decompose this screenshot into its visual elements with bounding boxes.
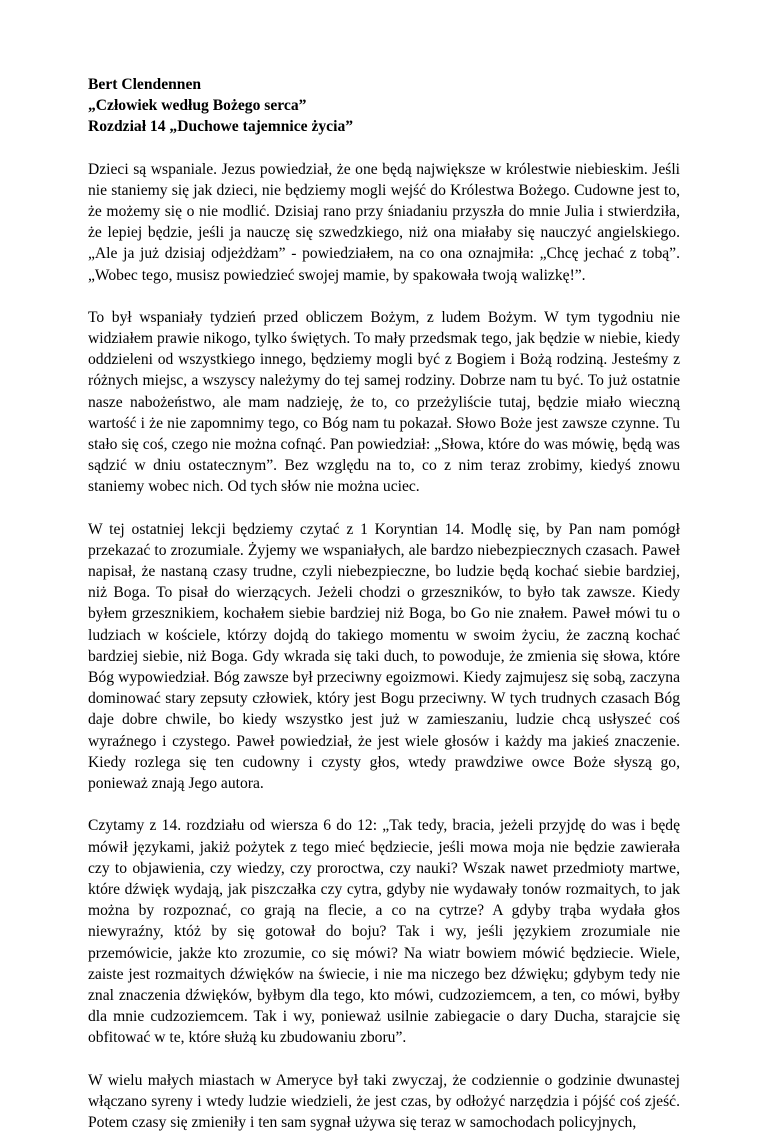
paragraph-2: To był wspaniały tydzień przed obliczem Bożym, z ludem Bożym. W tym tygodniu nie widziałem prawie nikogo, tylko świętych. To mały przedsmak tego, jak będzie w niebie, kiedy oddzieleni od wszystkiego innego, będziemy mogli być z Bogiem i Bożą rodziną. Jesteśmy z różnych miejsc, a wszyscy należymy do tej samej rodziny. Dobrze nam tu być. To już ostatnie nasze nabożeństwo, ale mam nadzieję, że to, co przeżyliście tutaj, będzie miało wieczną wartość i że nie zapomnimy tego, co Bóg nam tu pokazał. Słowo Boże jest zawsze czynne. Tu stało się coś, czego nie można cofnąć. Pan powiedział: „Słowa, które do was mówię, będą was sądzić w dniu ostatecznym”. Bez względu na to, co z nim teraz zrobimy, kiedyś znowu staniemy wobec nich. Od tych słów nie można uciec. [88,308,680,496]
chapter-title: Rozdział 14 „Duchowe tajemnice życia” [88,118,354,136]
paragraph-1: Dzieci są wspaniale. Jezus powiedział, że one będą największe w królestwie niebieskim. Jeśli nie staniemy się jak dzieci, nie będziemy mogli wejść do Królestwa Bożego. Cudowne jest to, że możemy się o nie modlić. Dzisiaj rano przy śniadaniu przyszła do mnie Julia i stwierdziła, że lepiej będzie, jeśli ja nauczę się szwedzkiego, niż ona miałaby się nauczyć angielskiego. „Ale ja już dzisiaj odjeżdżam” - powiedziałem, na co ona oznajmiła: „Chcę jechać z tobą”. „Wobec tego, musisz powiedzieć swojej mamie, by spakowała twoją walizkę!”. [88,160,680,284]
author-name: Bert Clendennen [88,76,202,93]
paragraph-5: W wielu małych miastach w Ameryce był taki zwyczaj, że codziennie o godzinie dwunastej włączano syreny i wtedy ludzie wiedzieli, że jest czas, by odłożyć narzędzia i pójść coś zjeść. Potem czasy się zmieniły i ten sam sygnał używa się teraz w samochodach policyjnych, [88,1071,680,1131]
paragraph-3: W tej ostatniej lekcji będziemy czytać z 1 Koryntian 14. Modlę się, by Pan nam pomógł przekazać to zrozumiale. Żyjemy we wspaniałych, ale bardzo niebezpiecznych czasach. Paweł napisał, że nastaną czasy trudne, czyli niebezpieczne, bo ludzie będą kochać siebie bardziej, niż Boga. To pisał do wierzących. Jeżeli chodzi o grzeszników, to było tak zawsze. Kiedy byłem grzesznikiem, kochałem siebie bardziej niż Boga, bo Go nie znałem. Paweł mówi tu o ludziach w kościele, którzy dojdą do takiego momentu w swoim życiu, że zaczną kochać bardziej siebie, niż Boga. Gdy wkrada się taki duch, to powoduje, że zmienia się słowa, które Bóg wypowiedział. Bóg zawsze był przeciwny egoizmowi. Kiedy zajmujesz się sobą, zaczyna dominować stary zepsuty człowiek, który jest Bogu przeciwny. W tych trudnych czasach Bóg daje dobre chwile, bo kiedy wszystko jest już w zamieszaniu, ludzie chcą usłyszeć coś wyraźnego i czystego. Paweł powiedział, że jest wiele głosów i każdy ma jakieś znaczenie. Kiedy rozlega się ten cudowny i czysty głos, wtedy prawdziwe owce Boże słyszą go, ponieważ znają Jego autora. [88,520,680,793]
paragraph-4: Czytamy z 14. rozdziału od wiersza 6 do 12: „Tak tedy, bracia, jeżeli przyjdę do was i będę mówił językami, jakiż pożytek z tego mieć będziecie, jeśli mowa moja nie będzie zawierała czy to objawienia, czy wiedzy, czy proroctwa, czy nauki? Wszak nawet przedmioty martwe, które dźwięk wydają, jak piszczałka czy cytra, gdyby nie wydawały tonów rozmaitych, to jak można by rozpoznać, co grają na flecie, a co na cytrze? A gdyby trąba wydała głos niewyraźny, któż by się gotował do boju? Tak i wy, jeśli językiem zrozumiale nie przemówicie, jakże kto zrozumie, co się mówi? Na wiatr bowiem mówić będziecie. Wiele, zaiste jest rozmaitych dźwięków na świecie, i nie ma niczego bez dźwięku; gdybym tedy nie znal znaczenia dźwięków, byłbym dla tego, kto mówi, cudzoziemcem, a ten, co mówi, byłby dla mnie cudzoziemcem. Tak i wy, ponieważ usilnie zabiegacie o dary Ducha, starajcie się obfitować w te, które służą ku zbudowaniu zboru”. [88,817,680,1047]
book-title: „Człowiek według Bożego serca” [88,97,307,115]
document-page [88,74,680,1133]
document-heading [88,74,680,138]
